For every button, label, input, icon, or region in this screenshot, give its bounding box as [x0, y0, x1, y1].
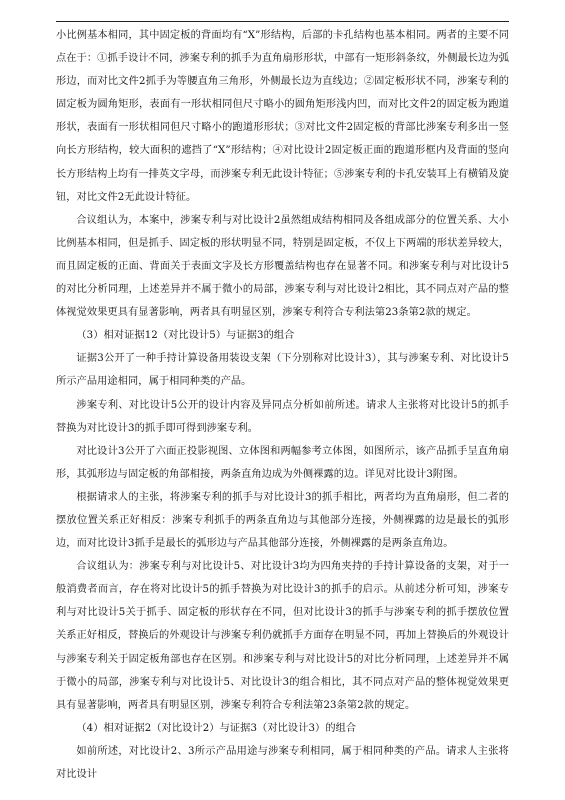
paragraph-4: 证据3公开了一种手持计算设备用装设支架（下分别称对比设计3），其与涉案专利、对比设计5所示产品用途相同，属于相同种类的产品。	[56, 353, 509, 388]
header-rule	[56, 21, 509, 22]
section-heading-4: （4）相对证据2（对比设计2）与证据3（对比设计3）的组合	[76, 722, 357, 734]
paragraph-7: 根据请求人的主张，将涉案专利的抓手与对比设计3的抓手相比，两者均为直角扇形，但二者的摆放位置关系正好相反：涉案专利抓手的两条直角边与其他部分连接，外侧裸露的边是最长的弧形边，而对比设计3抓手是最长的弧形边与产品其他部分连接，外侧裸露的是两条直角边。	[56, 491, 509, 550]
section-heading-3: （3）相对证据12（对比设计5）与证据3的组合	[76, 330, 295, 342]
paragraph-2: 合议组认为，本案中，涉案专利与对比设计2虽然组成结构相同及各组成部分的位置关系、大小比例基本相同，但是抓手、固定板的形状明显不同，特别是固定板，不仅上下两端的形状差异较大，而且固定板的正面、背面关于表面文字及长方形覆盖结构也存在显著不同。和涉案专利与对比设计5的对比分析同理，上述差异并不属于微小的局部，涉案专利与对比设计2相比，其不同点对产品的整体视觉效果更具有显著影响，两者具有明显区别，涉案专利符合专利法第23条第2款的规定。	[56, 214, 509, 319]
document-body	[56, 24, 509, 786]
paragraph-10: 如前所述，对比设计2、3所示产品用途与涉案专利相同，属于相同种类的产品。请求人主张将对比设计	[56, 745, 509, 780]
paragraph-1: 小比例基本相同，其中固定板的背面均有“X”形结构，后部的卡孔结构也基本相同。两者的主要不同点在于：①抓手设计不同，涉案专利的抓手为直角扇形形状，中部有一矩形斜条纹，外侧最长边为弧形边，而对比文件2抓手为等腰直角三角形，外侧最长边为直线边；②固定板形状不同，涉案专利的固定板为圆角矩形，表面有一形状相同但尺寸略小的圆角矩形浅内凹，而对比文件2的固定板为跑道形状，表面有一形状相同但尺寸略小的跑道形形状；③对比文件2固定板的背部比涉案专利多出一竖向长方形结构，较大面积的遮挡了“X”形结构；④对比设计2固定板正面的跑道形框内及背面的竖向长方形结构上均有一排英文字母，而涉案专利无此设计特征；⑤涉案专利的卡孔安装耳上有横销及旋钮，对比文件2无此设计特征。	[56, 30, 509, 203]
paragraph-8: 合议组认为：涉案专利与对比设计5、对比设计3均为四角夹持的手持计算设备的支架，对于一般消费者而言，存在将对比设计5的抓手替换为对比设计3的抓手的启示。从前述分析可知，涉案专利与对比设计5关于抓手、固定板的形状存在不同，但对比设计3的抓手与涉案专利的抓手摆放位置关系正好相反，替换后的外观设计与涉案专利仍就抓手方面存在明显不同，再加上替换后的外观设计与涉案专利关于固定板角部也存在区别。和涉案专利与对比设计5的对比分析同理，上述差异并不属于微小的局部，涉案专利与对比设计5、对比设计3的组合相比，其不同点对产品的整体视觉效果更具有显著影响，两者具有明显区别，涉案专利符合专利法第23条第2款的规定。	[56, 561, 509, 711]
paragraph-5: 涉案专利、对比设计5公开的设计内容及异同点分析如前所述。请求人主张将对比设计5的抓手替换为对比设计3的抓手即可得到涉案专利。	[56, 399, 509, 434]
paragraph-6: 对比设计3公开了六面正投影视图、立体图和两幅参考立体图，如图所示，该产品抓手呈直角扇形，其弧形边与固定板的角部相接，两条直角边成为外侧裸露的边。详见对比设计3附图。	[56, 445, 509, 480]
